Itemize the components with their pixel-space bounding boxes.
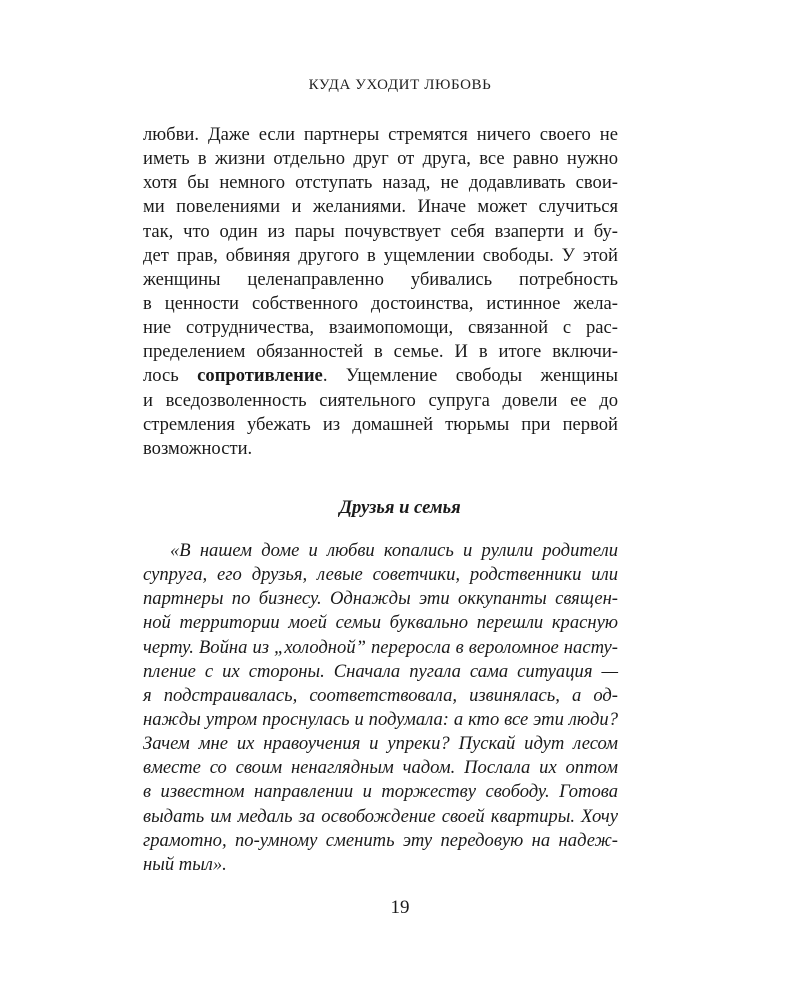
quote-line: выдать им медаль за освобождение своей квартиры. Хочу	[143, 805, 618, 827]
body-line: и вседозволенность сиятельного супруга довели ее до	[143, 389, 618, 411]
line-text-after: . Ущемление свободы женщины	[322, 365, 618, 387]
quote-paragraph	[143, 539, 618, 877]
page-number: 19	[390, 897, 410, 918]
body-line: пределением обязанностей в семье. И в итоге включи-	[143, 341, 618, 363]
quote-line: партнеры по бизнесу. Однажды эти оккупанты священ-	[143, 588, 618, 610]
quote-line: я подстраивалась, соответствовала, извинялась, а од-	[143, 684, 618, 706]
body-line: ние сотрудничества, взаимопомощи, связанной с рас-	[143, 317, 618, 339]
section-heading: Друзья и семья	[339, 497, 461, 518]
body-line: так, что один из пары почувствует себя взаперти и бу-	[143, 220, 618, 242]
body-line: ми повелениями и желаниями. Иначе может случиться	[143, 196, 618, 218]
quote-line: пление с их стороны. Сначала пугала сама ситуация —	[143, 660, 618, 682]
bold-term: сопротивление	[197, 365, 323, 387]
quote-line: «В нашем доме и любви копались и рулили родители	[170, 540, 618, 561]
quote-line: нажды утром проснулась и подумала: а кто все эти люди?	[143, 708, 618, 730]
running-head: КУДА УХОДИТ ЛЮБОВЬ	[308, 77, 492, 93]
body-line: в ценности собственного достоинства, истинное жела-	[143, 292, 618, 314]
quote-line: супруга, его друзья, левые советчики, родственники или	[143, 564, 618, 586]
body-line: стремления убежать из домашней тюрьмы при первой	[143, 413, 618, 435]
body-line: любви. Даже если партнеры стремятся ничего своего не	[143, 124, 618, 145]
quote-line: Зачем мне их нравоучения и упреки? Пускай идут лесом	[143, 733, 618, 755]
quote-line: грамотно, по-умному сменить эту передовую на надеж-	[143, 829, 618, 851]
quote-line: ной территории моей семьи буквально перешли красную	[143, 612, 618, 634]
body-line: хотя бы немного отступать назад, не додавливать свои-	[143, 172, 618, 194]
body-line-with-bold	[143, 364, 618, 388]
body-line: дет прав, обвиняя другого в ущемлении свободы. У этой	[143, 244, 618, 266]
quote-line: в известном направлении и торжеству свободу. Готова	[143, 781, 618, 803]
body-paragraph	[143, 123, 618, 461]
line-text-before: лось	[143, 365, 198, 387]
body-line: женщины целенаправленно убивались потребность	[143, 268, 618, 290]
quote-line: ный тыл».	[143, 853, 227, 875]
body-line: иметь в жизни отдельно друг от друга, все равно нужно	[143, 148, 618, 170]
quote-line: черту. Война из „холодной” переросла в вероломное насту-	[143, 636, 618, 658]
body-line: возможности.	[143, 437, 253, 459]
quote-line: вместе со своим ненаглядным чадом. Послала их оптом	[143, 757, 618, 779]
